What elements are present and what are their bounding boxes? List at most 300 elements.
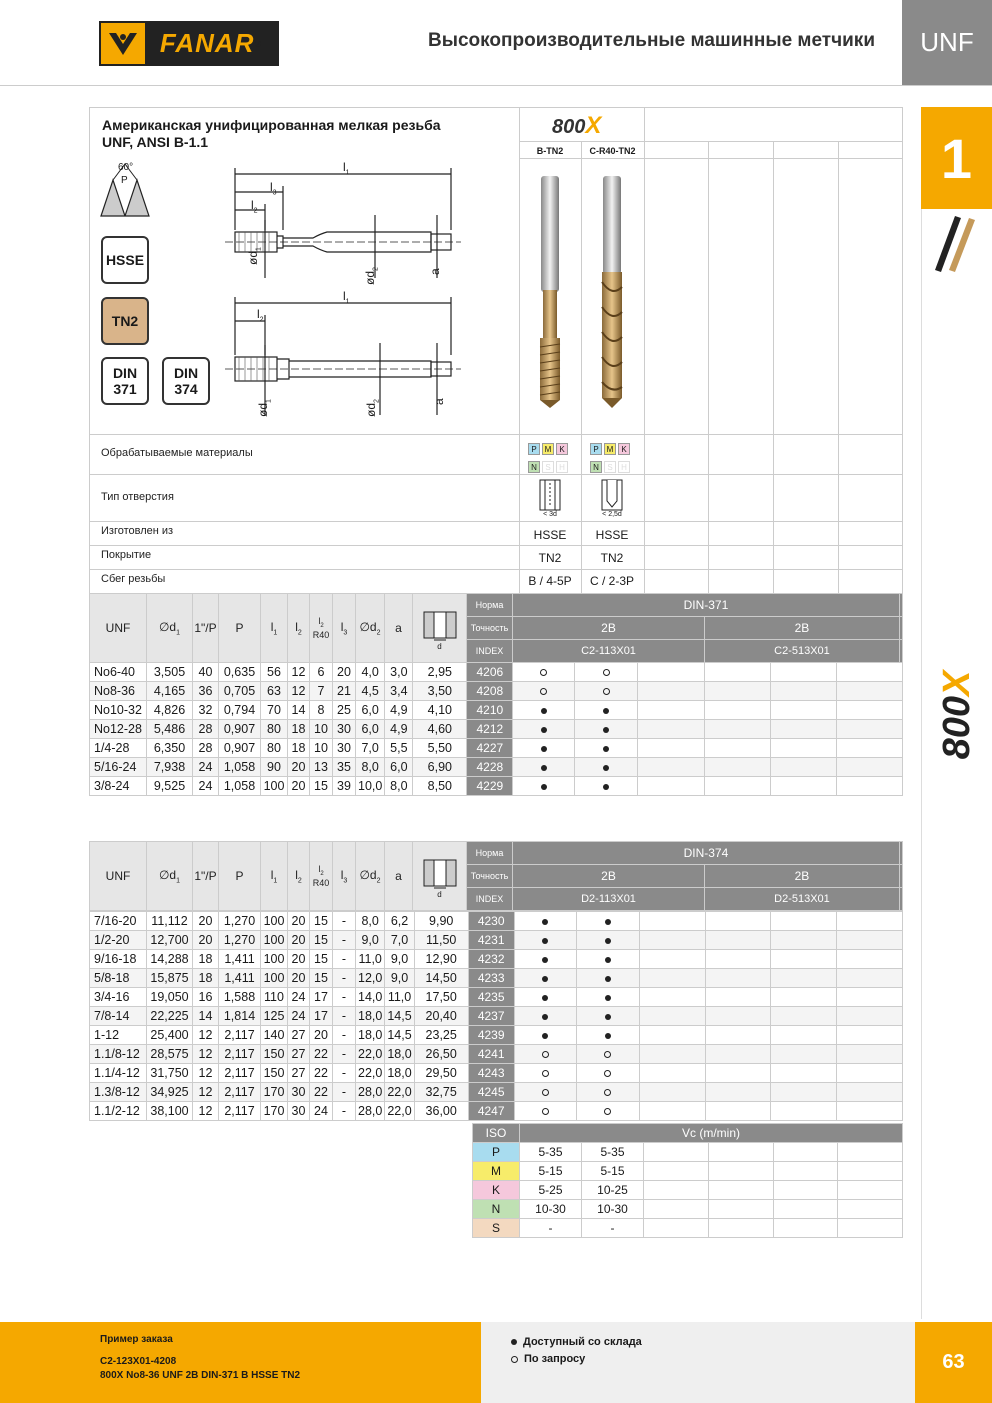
- availability-cell: [513, 720, 575, 739]
- cell-p: 2,117: [219, 1045, 261, 1064]
- cell-drill: 11,50: [414, 931, 468, 950]
- dim-a: a: [428, 268, 442, 275]
- made-col2: HSSE: [595, 528, 629, 542]
- materials-label: Обрабатываемые материалы: [101, 447, 253, 459]
- cell-p: 0,635: [219, 663, 261, 682]
- cell-drill: 14,50: [414, 969, 468, 988]
- cell-drill: 32,75: [414, 1083, 468, 1102]
- chamfer-col1: B / 4-5P: [528, 574, 572, 588]
- availability-cell: [514, 1026, 576, 1045]
- brand-vertical-number: 800: [936, 695, 978, 760]
- row-divider: [89, 521, 903, 522]
- row-divider: [89, 434, 903, 435]
- cell-d2: 8,0: [356, 758, 385, 777]
- table-row: [90, 912, 903, 931]
- cell-l2: 24: [288, 1007, 310, 1026]
- cell-drill: 6,90: [413, 758, 467, 777]
- empty-cell: [704, 663, 770, 682]
- cell-l2r: 20: [310, 1026, 333, 1045]
- cell-l3: 39: [333, 777, 356, 796]
- cell-p: 1,411: [219, 950, 261, 969]
- cell-a: 22,0: [385, 1102, 414, 1121]
- chamfer-label: Сбег резьбы: [101, 573, 166, 585]
- cell-tpi: 28: [193, 720, 219, 739]
- filled-dot-icon: [541, 746, 547, 752]
- cell-d1: 4,165: [147, 682, 193, 701]
- cell-l2r: 13: [310, 758, 333, 777]
- cell-d2: 9,0: [356, 931, 385, 950]
- hdr-l2: $l_2$: [288, 594, 310, 663]
- filled-dot-icon: [542, 995, 548, 1001]
- filled-dot-icon: [605, 995, 611, 1001]
- filled-dot-icon: [542, 1014, 548, 1020]
- table-row: [90, 701, 903, 720]
- availability-cell: [576, 912, 639, 931]
- empty-dot-icon: [542, 1070, 549, 1077]
- cell-a: 3,0: [385, 663, 413, 682]
- cell-idx: 4212: [467, 720, 513, 739]
- cell-tpi: 36: [193, 682, 219, 701]
- filled-dot-icon: [603, 784, 609, 790]
- availability-cell: [576, 1026, 639, 1045]
- cell-l2r: 7: [310, 682, 333, 701]
- order-title: Пример заказа: [100, 1334, 173, 1345]
- empty-dot-icon: [604, 1089, 611, 1096]
- filled-dot-icon: [605, 919, 611, 925]
- empty-cell: [639, 912, 705, 931]
- hdr-l2-r40: $l_2$ R40: [310, 594, 333, 663]
- dim-a-374: a: [432, 398, 446, 405]
- cell-a: 5,5: [385, 739, 413, 758]
- empty-cell: [771, 931, 837, 950]
- table2-header: UNF $\emptyset d_1$ 1"/P P $l_1$ $l_2$ $l_2$ R40 $l_3$ $\emptyset d_2$ a d Норма DIN-374 Точность 2B 2B INDEX D2-113X01 D2-513X01: [89, 841, 903, 911]
- cell-p: 0,705: [219, 682, 261, 701]
- empty-cell: [837, 1045, 903, 1064]
- chamfer-col2: C / 2-3P: [589, 574, 634, 588]
- cell-l1: 150: [261, 1045, 288, 1064]
- cell-tpi: 20: [193, 912, 219, 931]
- cell-p: 1,270: [219, 931, 261, 950]
- cell-d2: 4,5: [356, 682, 385, 701]
- empty-cell: [705, 1083, 771, 1102]
- cell-d2: 6,0: [356, 720, 385, 739]
- filled-dot-icon: [542, 938, 548, 944]
- hsse-badge: HSSE: [101, 236, 149, 284]
- empty-cell: [705, 931, 771, 950]
- empty-cell: [639, 988, 705, 1007]
- empty-dot-icon: [603, 669, 610, 676]
- empty-cell: [838, 1143, 903, 1162]
- table2-body: [89, 911, 903, 1121]
- cell-idx: 4210: [467, 701, 513, 720]
- hdr-norma: Норма: [467, 594, 513, 617]
- iso-group: M: [473, 1162, 520, 1181]
- col-divider: [773, 141, 774, 595]
- materials-col2: P M K N S H: [589, 439, 639, 475]
- page-title: Высокопроизводительные машинные метчики: [428, 30, 875, 51]
- cell-l3: -: [333, 1045, 356, 1064]
- empty-cell: [638, 682, 704, 701]
- filled-dot-icon: [511, 1339, 517, 1345]
- availability-cell: [575, 663, 638, 682]
- vc-title: Vc (m/min): [520, 1124, 903, 1143]
- cell-unf: 7/8-14: [90, 1007, 147, 1026]
- cell-l2: 27: [288, 1045, 310, 1064]
- cell-l2: 12: [288, 682, 310, 701]
- cell-l2: 18: [288, 739, 310, 758]
- empty-cell: [705, 1064, 771, 1083]
- cell-l1: 110: [261, 988, 288, 1007]
- hdr-index: INDEX: [467, 640, 513, 663]
- empty-cell: [705, 950, 771, 969]
- empty-cell: [771, 1045, 837, 1064]
- cell-l2: 20: [288, 777, 310, 796]
- row-divider: [519, 141, 903, 142]
- hdr-class1: 2B: [513, 617, 705, 640]
- cell-l2: 20: [288, 931, 310, 950]
- cell-a: 22,0: [385, 1083, 414, 1102]
- vc-iso-header: ISO: [473, 1124, 520, 1143]
- empty-cell: [704, 720, 770, 739]
- cell-l2: 18: [288, 720, 310, 739]
- filled-dot-icon: [603, 765, 609, 771]
- cell-d2: 22,0: [356, 1045, 385, 1064]
- vc-value: -: [582, 1219, 644, 1238]
- table-row: [90, 682, 903, 701]
- empty-cell: [639, 969, 705, 988]
- availability-cell: [514, 1045, 576, 1064]
- cell-d1: 28,575: [147, 1045, 193, 1064]
- cell-d2: 18,0: [356, 1026, 385, 1045]
- cell-l1: 80: [261, 720, 288, 739]
- empty-cell: [771, 1102, 837, 1121]
- availability-cell: [513, 663, 575, 682]
- empty-cell: [773, 1200, 838, 1219]
- hole-type-label: Тип отверстия: [101, 491, 174, 503]
- table-row: [90, 1026, 903, 1045]
- cell-tpi: 12: [193, 1045, 219, 1064]
- availability-cell: [575, 777, 638, 796]
- row-divider: [89, 569, 903, 570]
- availability-cell: [576, 950, 639, 969]
- vc-row: [473, 1143, 903, 1162]
- cell-a: 4,9: [385, 701, 413, 720]
- cell-drill: 3,50: [413, 682, 467, 701]
- cell-unf: No12-28: [90, 720, 147, 739]
- empty-cell: [836, 682, 902, 701]
- empty-cell: [770, 777, 836, 796]
- cell-l1: 150: [261, 1064, 288, 1083]
- cell-d1: 3,505: [147, 663, 193, 682]
- empty-cell: [639, 931, 705, 950]
- coating-col2: TN2: [600, 551, 624, 565]
- empty-cell: [836, 720, 902, 739]
- page-number: 63: [915, 1322, 992, 1403]
- cell-l3: 30: [333, 720, 356, 739]
- filled-dot-icon: [603, 727, 609, 733]
- cell-tpi: 24: [193, 758, 219, 777]
- availability-cell: [576, 1007, 639, 1026]
- availability-cell: [576, 1064, 639, 1083]
- availability-cell: [575, 682, 638, 701]
- cell-d2: 18,0: [356, 1007, 385, 1026]
- thread-pitch: P: [121, 175, 128, 186]
- col-divider: [838, 141, 839, 595]
- cell-l1: 100: [261, 931, 288, 950]
- cell-unf: 1.1/2-12: [90, 1102, 147, 1121]
- empty-dot-icon: [604, 1070, 611, 1077]
- cell-l2r: 10: [310, 720, 333, 739]
- cell-l3: -: [333, 1064, 356, 1083]
- cell-idx: 4230: [468, 912, 514, 931]
- cell-p: 2,117: [219, 1064, 261, 1083]
- cell-d2: 28,0: [356, 1102, 385, 1121]
- empty-cell: [770, 758, 836, 777]
- cell-d2: 8,0: [356, 912, 385, 931]
- hole-depth-col1: < 3d: [543, 511, 557, 518]
- empty-cell: [771, 1026, 837, 1045]
- availability-cell: [576, 1102, 639, 1121]
- availability-cell: [514, 988, 576, 1007]
- empty-cell: [773, 1143, 838, 1162]
- drill-diameter-icon: [420, 854, 460, 894]
- made-col1: HSSE: [533, 528, 567, 542]
- empty-cell: [708, 1181, 773, 1200]
- empty-cell: [838, 1181, 903, 1200]
- table1-body: [89, 662, 903, 796]
- cell-l1: 100: [261, 969, 288, 988]
- cell-p: 1,588: [219, 988, 261, 1007]
- table-row: [90, 931, 903, 950]
- cell-p: 0,794: [219, 701, 261, 720]
- availability-cell: [513, 777, 575, 796]
- table-row: [90, 720, 903, 739]
- tap-spiral-image: [597, 172, 627, 410]
- cell-tpi: 12: [193, 1102, 219, 1121]
- brand-vertical: [922, 640, 992, 790]
- table-row: [90, 758, 903, 777]
- cell-d1: 11,112: [147, 912, 193, 931]
- cell-d1: 31,750: [147, 1064, 193, 1083]
- cell-l1: 170: [261, 1102, 288, 1121]
- cell-d2: 6,0: [356, 701, 385, 720]
- empty-cell: [705, 1045, 771, 1064]
- din374-badge: DIN 374: [162, 357, 210, 405]
- header-divider: [0, 85, 992, 86]
- made-from-label: Изготовлен из: [101, 525, 174, 537]
- cell-drill: 8,50: [413, 777, 467, 796]
- cell-l3: -: [333, 950, 356, 969]
- col1-code: B-TN2: [536, 146, 564, 156]
- category-tab: UNF: [902, 0, 992, 85]
- cell-l3: -: [333, 931, 356, 950]
- availability-cell: [576, 1083, 639, 1102]
- table-row: [90, 663, 903, 682]
- cell-idx: 4208: [467, 682, 513, 701]
- row-divider: [89, 474, 903, 475]
- empty-cell: [836, 777, 902, 796]
- vc-row: [473, 1162, 903, 1181]
- table-row: [90, 1102, 903, 1121]
- cell-tpi: 14: [193, 1007, 219, 1026]
- filled-dot-icon: [542, 976, 548, 982]
- col2-code: C-R40-TN2: [589, 146, 636, 156]
- availability-cell: [514, 1007, 576, 1026]
- availability-cell: [513, 758, 575, 777]
- empty-cell: [837, 1064, 903, 1083]
- cell-a: 9,0: [385, 969, 414, 988]
- filled-dot-icon: [542, 1033, 548, 1039]
- hdr-d2: $\emptyset d_2$: [356, 594, 385, 663]
- cell-d1: 19,050: [147, 988, 193, 1007]
- dim-l1-374: $l_1$: [343, 289, 350, 306]
- empty-cell: [704, 758, 770, 777]
- hdr-d1: $\emptyset d_1$: [147, 594, 193, 663]
- empty-cell: [770, 663, 836, 682]
- vc-row: [473, 1219, 903, 1238]
- product-title: Американская унифицированная мелкая резьба UNF, ANSI B-1.1: [102, 117, 441, 150]
- hdr-tochnost: Точность: [467, 617, 513, 640]
- cell-l2r: 15: [310, 912, 333, 931]
- cell-d2: 22,0: [356, 1064, 385, 1083]
- cell-tpi: 18: [193, 950, 219, 969]
- empty-cell: [638, 777, 704, 796]
- empty-dot-icon: [604, 1108, 611, 1115]
- cell-l3: 25: [333, 701, 356, 720]
- empty-cell: [836, 758, 902, 777]
- empty-cell: [837, 969, 903, 988]
- cell-drill: 36,00: [414, 1102, 468, 1121]
- cell-d2: 28,0: [356, 1083, 385, 1102]
- cell-unf: 1.1/8-12: [90, 1045, 147, 1064]
- empty-cell: [837, 1007, 903, 1026]
- cell-l3: 30: [333, 739, 356, 758]
- cell-unf: 3/4-16: [90, 988, 147, 1007]
- empty-cell: [639, 1045, 705, 1064]
- empty-cell: [639, 1102, 705, 1121]
- cell-d1: 4,826: [147, 701, 193, 720]
- empty-cell: [705, 1007, 771, 1026]
- cell-p: 2,117: [219, 1026, 261, 1045]
- cell-idx: 4229: [467, 777, 513, 796]
- hdr-tpi: 1"/P: [193, 594, 219, 663]
- empty-cell: [771, 988, 837, 1007]
- iso-group: K: [473, 1181, 520, 1200]
- vc-value: 10-25: [582, 1181, 644, 1200]
- cell-l1: 80: [261, 739, 288, 758]
- availability-cell: [575, 701, 638, 720]
- cell-l3: -: [333, 1007, 356, 1026]
- cell-d2: 10,0: [356, 777, 385, 796]
- cell-drill: 26,50: [414, 1045, 468, 1064]
- cell-l1: 170: [261, 1083, 288, 1102]
- materials-col1: P M K N S H: [527, 439, 577, 475]
- empty-cell: [771, 912, 837, 931]
- empty-cell: [644, 1200, 709, 1219]
- cell-p: 1,814: [219, 1007, 261, 1026]
- row-divider: [519, 158, 903, 159]
- cell-l2: 30: [288, 1083, 310, 1102]
- availability-cell: [513, 701, 575, 720]
- availability-cell: [576, 988, 639, 1007]
- filled-dot-icon: [605, 957, 611, 963]
- availability-cell: [575, 758, 638, 777]
- empty-dot-icon: [511, 1356, 518, 1363]
- cell-d2: 11,0: [356, 950, 385, 969]
- cell-l2r: 22: [310, 1045, 333, 1064]
- cell-l3: -: [333, 1026, 356, 1045]
- cell-l2r: 15: [310, 777, 333, 796]
- availability-cell: [576, 1045, 639, 1064]
- cell-idx: 4232: [468, 950, 514, 969]
- empty-cell: [639, 1026, 705, 1045]
- cell-l3: -: [333, 988, 356, 1007]
- order-example: [0, 1322, 481, 1403]
- cell-d1: 5,486: [147, 720, 193, 739]
- cell-l3: -: [333, 912, 356, 931]
- cell-l1: 70: [261, 701, 288, 720]
- cell-l2: 20: [288, 969, 310, 988]
- empty-cell: [771, 969, 837, 988]
- availability-cell: [575, 720, 638, 739]
- coating-col1: TN2: [538, 551, 562, 565]
- cell-idx: 4239: [468, 1026, 514, 1045]
- table-row: [90, 1064, 903, 1083]
- table1-header: [89, 593, 903, 663]
- empty-cell: [708, 1162, 773, 1181]
- empty-cell: [638, 739, 704, 758]
- empty-cell: [838, 1200, 903, 1219]
- cell-idx: 4206: [467, 663, 513, 682]
- cell-l2: 14: [288, 701, 310, 720]
- cell-a: 18,0: [385, 1045, 414, 1064]
- filled-dot-icon: [541, 708, 547, 714]
- cell-drill: 4,60: [413, 720, 467, 739]
- cell-l2: 20: [288, 912, 310, 931]
- cell-a: 6,2: [385, 912, 414, 931]
- empty-cell: [705, 1026, 771, 1045]
- hdr-unf: UNF: [90, 594, 147, 663]
- cell-unf: No8-36: [90, 682, 147, 701]
- empty-dot-icon: [540, 688, 547, 695]
- cell-p: 1,411: [219, 969, 261, 988]
- empty-dot-icon: [542, 1108, 549, 1115]
- empty-cell: [770, 739, 836, 758]
- cell-d1: 14,288: [147, 950, 193, 969]
- cell-p: 0,907: [219, 720, 261, 739]
- cell-idx: 4233: [468, 969, 514, 988]
- cell-idx: 4247: [468, 1102, 514, 1121]
- cell-unf: 1/2-20: [90, 931, 147, 950]
- availability-cell: [514, 950, 576, 969]
- cell-d1: 7,938: [147, 758, 193, 777]
- vc-value: 10-30: [520, 1200, 582, 1219]
- table-row: [90, 1045, 903, 1064]
- cell-l2r: 15: [310, 969, 333, 988]
- cell-unf: 5/8-18: [90, 969, 147, 988]
- cell-a: 8,0: [385, 777, 413, 796]
- cell-d2: 7,0: [356, 739, 385, 758]
- cell-l2r: 6: [310, 663, 333, 682]
- cell-drill: 2,95: [413, 663, 467, 682]
- din371-badge: DIN 371: [101, 357, 149, 405]
- cell-d1: 12,700: [147, 931, 193, 950]
- cell-unf: 9/16-18: [90, 950, 147, 969]
- dim-d2: $ød_2$: [363, 267, 380, 285]
- section-number: 1: [921, 107, 992, 209]
- cell-l2r: 22: [310, 1064, 333, 1083]
- empty-cell: [638, 720, 704, 739]
